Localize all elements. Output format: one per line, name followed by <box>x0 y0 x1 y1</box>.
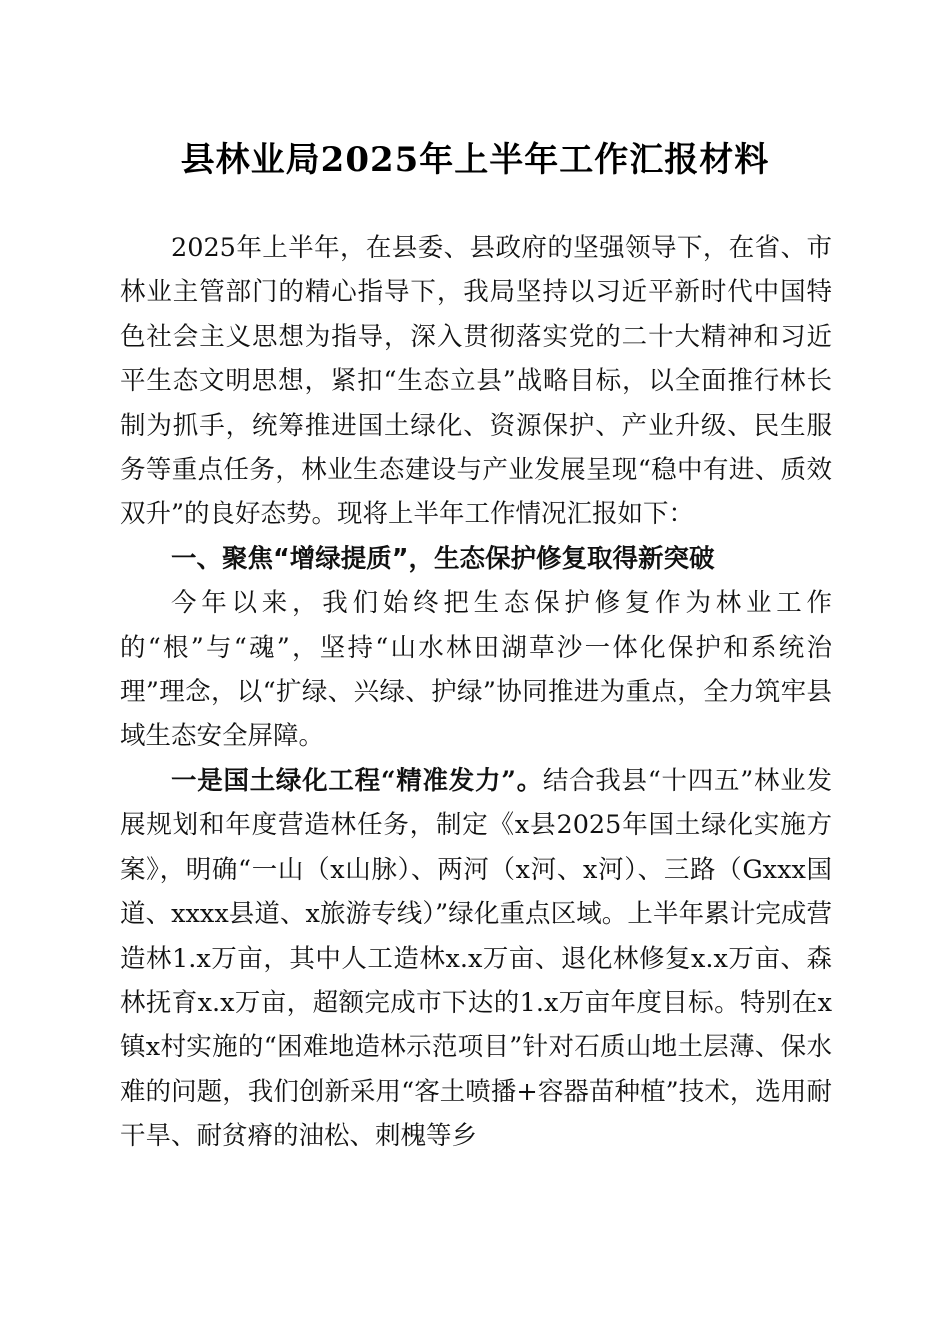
section-1-intro-paragraph: 今年以来，我们始终把生态保护修复作为林业工作的“根”与“魂”，坚持“山水林田湖草沙一体化保护和系统治理”理念，以“扩绿、兴绿、护绿”协同推进为重点，全力筑牢县域生态安全屏障。 <box>120 588 832 752</box>
item-1-lead: 一是国土绿化工程“精准发力”。 <box>171 765 543 796</box>
item-1-body: 结合我县“十四五”林业发展规划和年度营造林任务，制定《x县2025年国土绿化实施方案》，明确“一山（x山脉）、两河（x河、x河）、三路（Gxxx国道、xxxx县道、x旅游专线）”绿化重点区域。上半年累计完成营造林1.x万亩，其中人工造林x.x万亩、退化林修复x.x万亩、森林抚育x.x万亩，超额完成市下达的1.x万亩年度目标。特别在x镇x村实施的“困难地造林示范项目”针对石质山地土层薄、保水难的问题，我们创新采用“客土喷播+容器苗种植”技术，选用耐干旱、耐贫瘠的油松、刺槐等乡 <box>120 765 832 1152</box>
section-heading-1: 一、聚焦“增绿提质”，生态保护修复取得新突破 <box>171 543 715 574</box>
item-1-paragraph <box>120 759 832 1159</box>
intro-paragraph: 2025年上半年，在县委、县政府的坚强领导下，在省、市林业主管部门的精心指导下，我局坚持以习近平新时代中国特色社会主义思想为指导，深入贯彻落实党的二十大精神和习近平生态文明思想，紧扣“生态立县”战略目标，以全面推行林长制为抓手，统筹推进国土绿化、资源保护、产业升级、民生服务等重点任务，林业生态建设与产业发展呈现“稳中有进、质效双升”的良好态势。现将上半年工作情况汇报如下： <box>120 233 832 530</box>
document-body <box>120 226 832 1159</box>
document-title: 县林业局2025年上半年工作汇报材料 <box>180 140 770 180</box>
